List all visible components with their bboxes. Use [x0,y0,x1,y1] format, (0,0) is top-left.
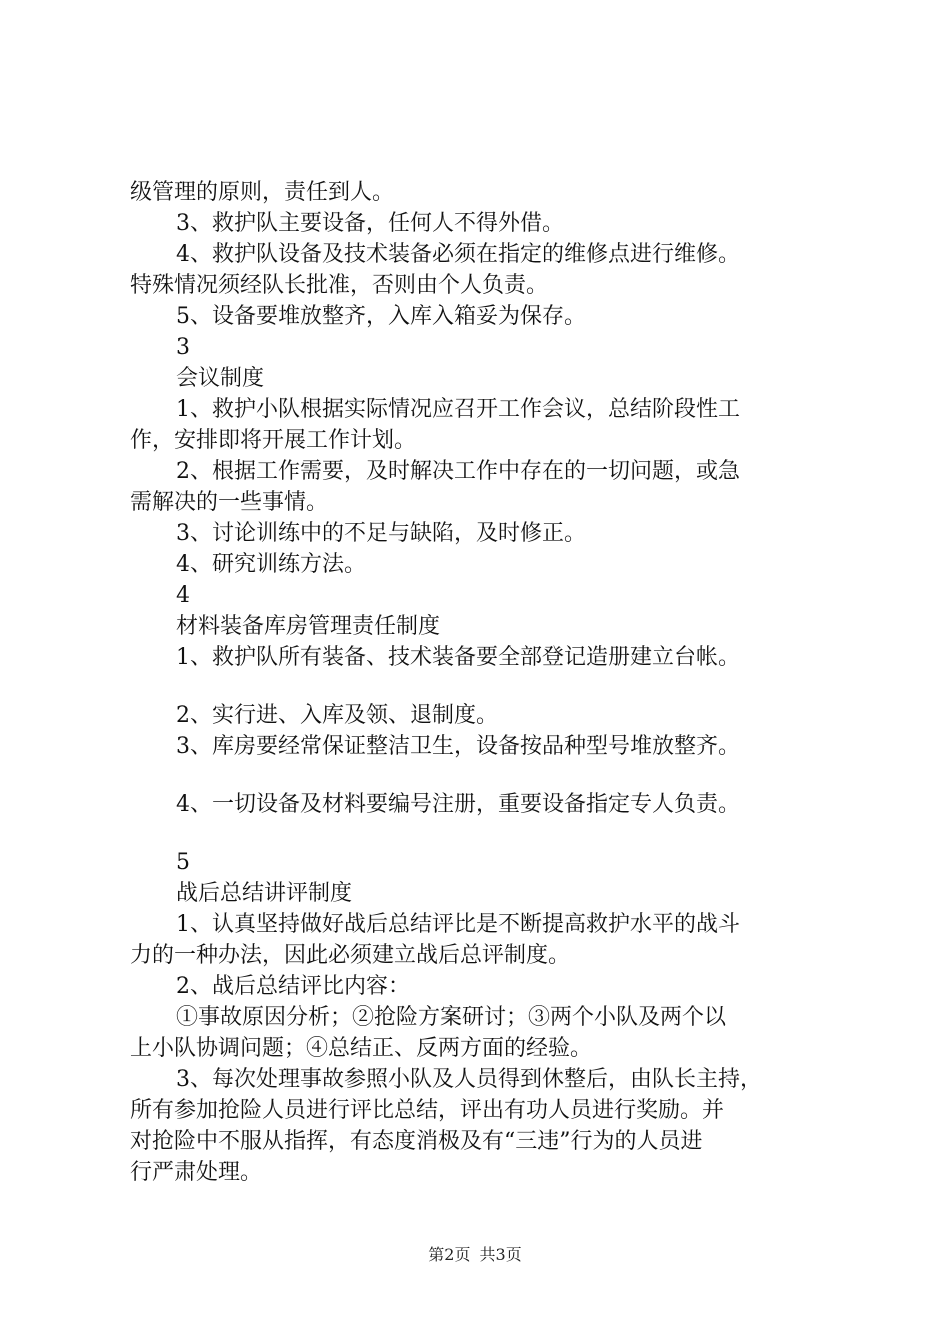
text-line: 作，安排即将开展工作计划。 [130,428,417,453]
text-line: 5、设备要堆放整齐，入库入箱妥为保存。 [176,304,586,329]
section-heading: 战后总结讲评制度 [176,881,353,906]
section-heading: 材料装备库房管理责任制度 [176,614,441,639]
text-line: 4、一切设备及材料要编号注册，重要设备指定专人负责。 [176,792,740,817]
text-line: 4、救护队设备及技术装备必须在指定的维修点进行维修。 [176,242,740,267]
text-line: 力的一种办法，因此必须建立战后总评制度。 [130,943,571,968]
text-line: 1、救护队所有装备、技术装备要全部登记造册建立台帐。 [176,645,740,670]
text-line: 4、研究训练方法。 [176,552,366,577]
section-number: 5 [176,850,190,875]
text-line: 行严肃处理。 [130,1160,263,1185]
section-heading: 会议制度 [176,366,265,391]
text-line: 上小队协调问题；④总结正、反两方面的经验。 [130,1036,593,1061]
page-footer [0,1244,950,1266]
text-line: 1、救护小队根据实际情况应召开工作会议，总结阶段性工 [176,397,740,422]
text-line: 对抢险中不服从指挥，有态度消极及有“三违”行为的人员进 [130,1129,703,1154]
text-line: 2、根据工作需要，及时解决工作中存在的一切问题，或急 [176,459,740,484]
text-line: 级管理的原则，责任到人。 [130,180,395,205]
text-line: ①事故原因分析；②抢险方案研讨；③两个小队及两个以 [176,1005,727,1030]
text-line: 2、战后总结评比内容： [176,974,410,999]
text-line: 3、讨论训练中的不足与缺陷，及时修正。 [176,521,586,546]
text-line: 2、实行进、入库及领、退制度。 [176,703,498,728]
text-line: 3、每次处理事故参照小队及人员得到休整后，由队长主持， [176,1067,762,1092]
page-total: 共3页 [479,1245,522,1264]
text-line: 所有参加抢险人员进行评比总结，评出有功人员进行奖励。并 [130,1098,725,1123]
section-number: 4 [176,583,190,608]
text-line: 需解决的一些事情。 [130,490,329,515]
section-number: 3 [176,335,190,360]
text-line: 1、认真坚持做好战后总结评比是不断提高救护水平的战斗 [176,912,740,937]
text-line: 特殊情况须经队长批准，否则由个人负责。 [130,273,549,298]
page-number: 第2页 [428,1245,471,1264]
text-line: 3、救护队主要设备，任何人不得外借。 [176,211,564,236]
text-line: 3、库房要经常保证整洁卫生，设备按品种型号堆放整齐。 [176,734,740,759]
